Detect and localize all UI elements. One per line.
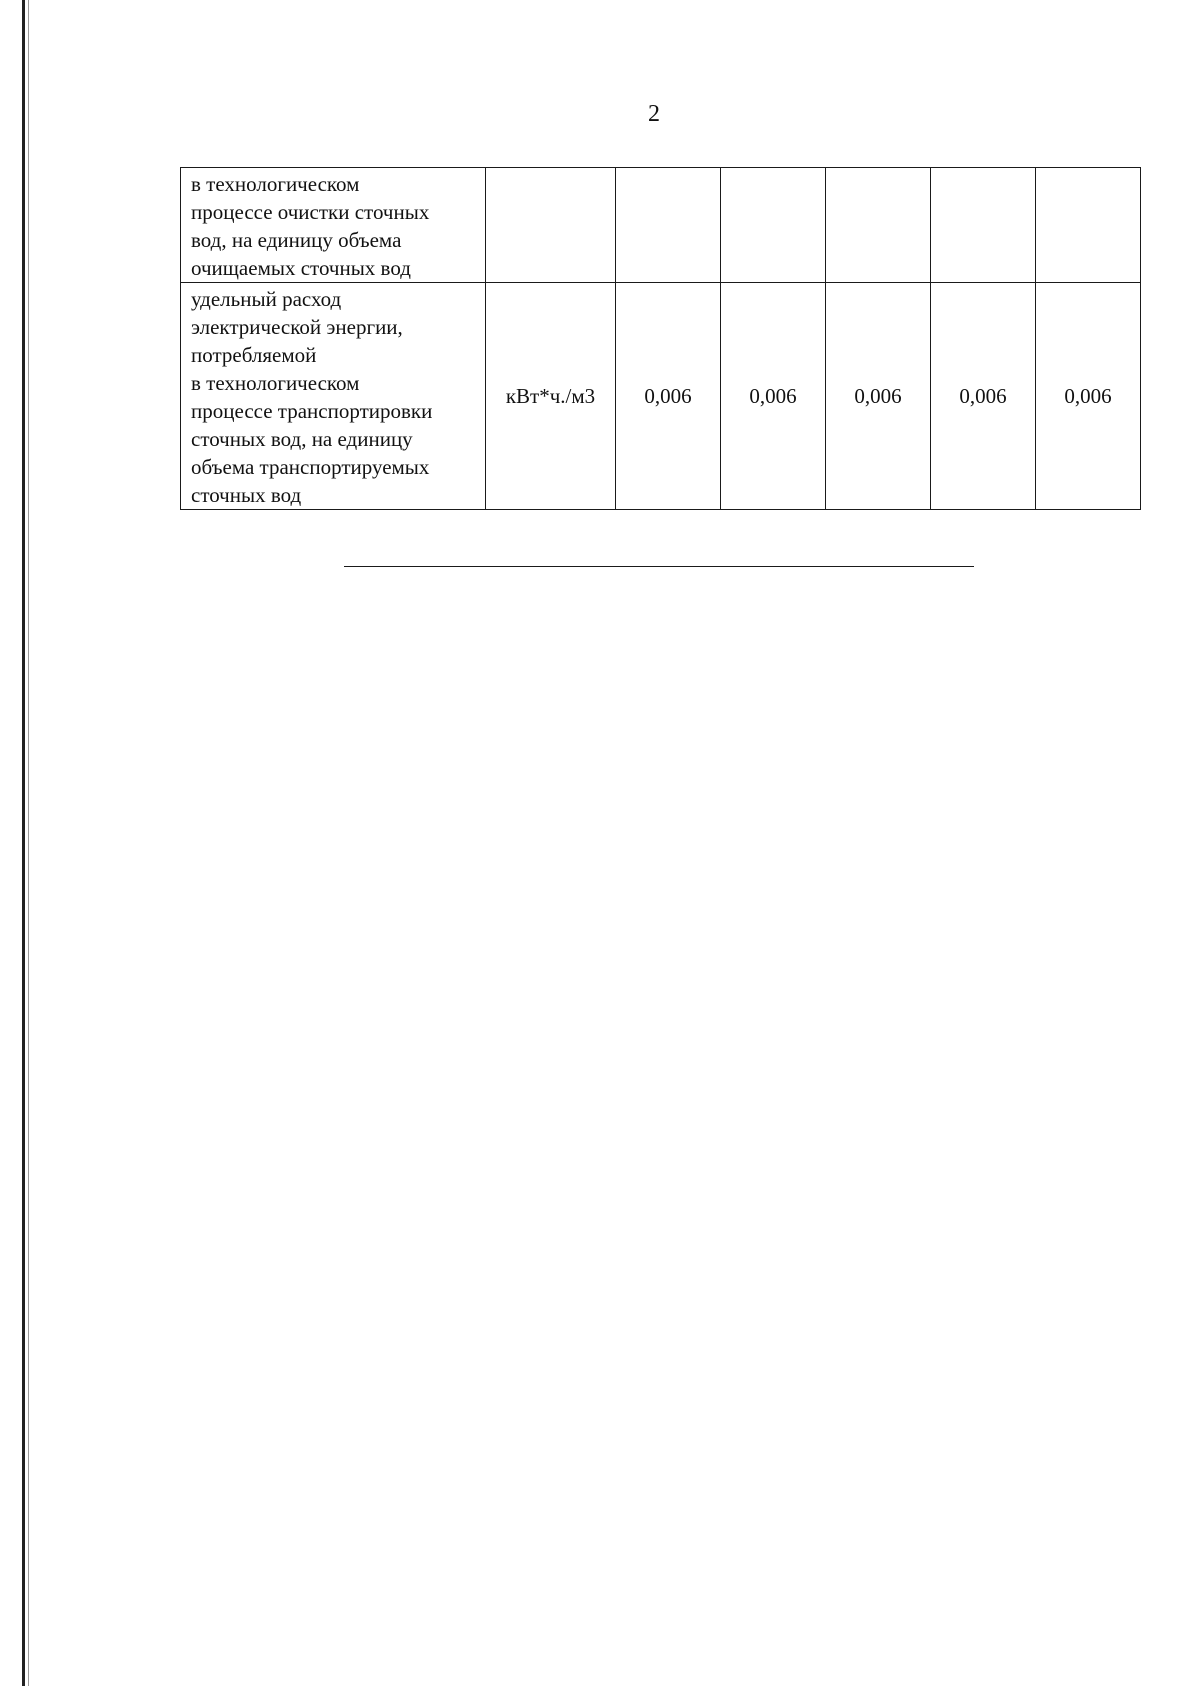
left-binding-border [22,0,25,1686]
page-number: 2 [648,101,660,127]
value-cell [826,168,931,283]
indicator-label-line: объема транспортируемых [191,455,430,479]
indicators-table [180,167,1141,510]
value-cell [931,168,1036,283]
indicator-label-line: сточных вод [191,483,302,507]
indicator-label-line: процессе транспортировки [191,399,433,423]
value-cell: 0,006 [721,283,826,510]
value-cell [1036,168,1141,283]
indicator-label-line: сточных вод, на единицу [191,427,413,451]
table-row [181,283,1141,510]
indicator-label-line: электрической энергии, [191,315,403,339]
indicator-label-line: в технологическом [191,172,360,196]
value-cell: 0,006 [616,283,721,510]
indicator-label-line: потребляемой [191,343,317,367]
indicator-label-line: процессе очистки сточных [191,200,430,224]
indicator-label-line: удельный расход [191,287,342,311]
indicator-label-line: вод, на единицу объема [191,228,402,252]
value-cell [616,168,721,283]
unit-cell: кВт*ч./м3 [486,283,616,510]
indicator-label-line: в технологическом [191,371,360,395]
left-binding-border-thin [28,0,29,1686]
table-row [181,168,1141,283]
indicator-label-cell [181,283,486,510]
unit-cell [486,168,616,283]
indicator-label-cell [181,168,486,283]
document-end-line [344,566,974,567]
value-cell: 0,006 [931,283,1036,510]
value-cell [721,168,826,283]
value-cell: 0,006 [826,283,931,510]
indicator-label-line: очищаемых сточных вод [191,256,411,280]
value-cell: 0,006 [1036,283,1141,510]
